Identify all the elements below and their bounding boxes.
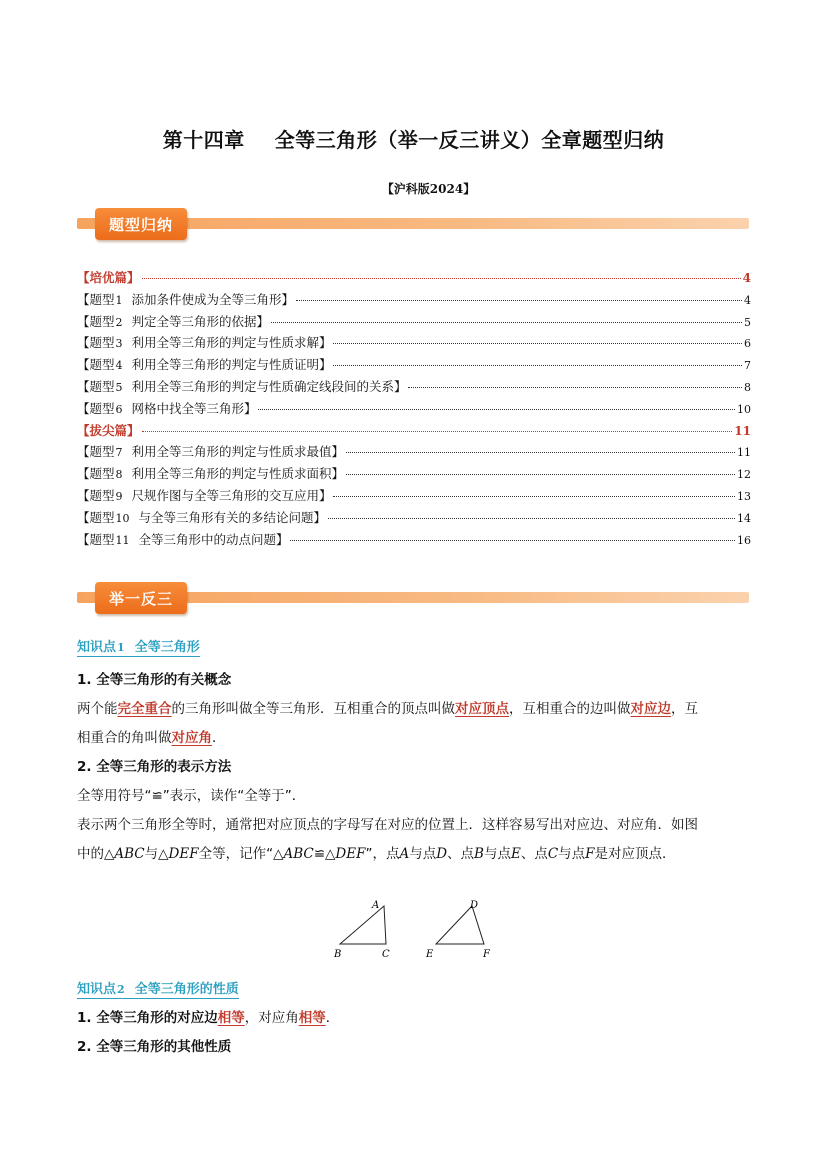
toc-prefix: 【题型 xyxy=(77,400,115,416)
toc-leader xyxy=(408,387,742,388)
kp-title: 全等三角形 xyxy=(134,640,200,655)
toc-number: 3 xyxy=(115,337,123,351)
paragraph-line xyxy=(77,724,757,753)
text: ． xyxy=(325,1010,340,1026)
triangle-abc xyxy=(340,906,386,944)
toc-title: 与全等三角形有关的多结论问题】 xyxy=(138,509,326,525)
toc-item[interactable] xyxy=(77,442,751,464)
toc-page-number: 7 xyxy=(744,359,751,373)
toc-item[interactable] xyxy=(77,312,751,334)
paragraph-line: 全等用符号“≌”表示，读作“全等于”． xyxy=(77,788,306,804)
toc-prefix: 【题型 xyxy=(77,378,115,394)
toc-section[interactable] xyxy=(77,421,751,443)
text: 1. 全等三角形的对应边 xyxy=(77,1010,218,1026)
toc-leader xyxy=(142,278,741,279)
toc-number: 1 xyxy=(115,293,123,307)
section-concepts xyxy=(77,666,757,869)
kp-prefix: 知识点 xyxy=(77,640,117,655)
toc-page-number: 12 xyxy=(737,468,751,482)
toc-title: 尺规作图与全等三角形的交互应用】 xyxy=(131,487,332,503)
toc-item[interactable] xyxy=(77,486,751,508)
toc-title: 添加条件使成为全等三角形】 xyxy=(131,291,294,307)
toc-label xyxy=(77,333,331,351)
vertex-label: C xyxy=(382,949,390,960)
congruent-triangles-figure xyxy=(326,896,506,966)
kp-number: 1 xyxy=(117,641,125,654)
toc-label xyxy=(77,290,294,308)
text: 相重合的角叫做 xyxy=(77,730,172,746)
toc-number: 6 xyxy=(115,402,123,416)
toc-leader xyxy=(346,474,735,475)
toc-title: 利用全等三角形的判定与性质求解】 xyxy=(131,335,332,351)
toc-prefix: 【题型 xyxy=(77,487,115,503)
toc-prefix: 【题型 xyxy=(77,357,115,373)
text: ，对应角 xyxy=(244,1010,299,1026)
toc-title: 判定全等三角形的依据】 xyxy=(131,313,269,329)
toc-page-number: 10 xyxy=(737,402,751,416)
table-of-contents xyxy=(77,268,751,551)
toc-title: 利用全等三角形的判定与性质求面积】 xyxy=(131,466,344,482)
highlight-term: 对应顶点 xyxy=(455,701,509,717)
highlight-term: 完全重合 xyxy=(117,701,172,717)
toc-title: 网格中找全等三角形】 xyxy=(131,400,257,416)
paragraph-line xyxy=(77,695,757,724)
toc-number: 4 xyxy=(115,359,123,373)
toc-number: 7 xyxy=(115,446,123,460)
triangle-def xyxy=(436,906,484,944)
toc-item[interactable] xyxy=(77,530,751,552)
vertex-label: A xyxy=(372,900,380,911)
toc-label xyxy=(77,399,256,417)
toc-leader xyxy=(258,409,735,410)
toc-leader xyxy=(290,540,735,541)
toc-page-number: 4 xyxy=(744,293,751,307)
toc-page-number: 16 xyxy=(737,533,751,547)
toc-leader xyxy=(142,431,733,432)
toc-item[interactable] xyxy=(77,290,751,312)
toc-item[interactable] xyxy=(77,508,751,530)
toc-prefix: 【题型 xyxy=(77,509,115,525)
toc-page-number: 11 xyxy=(737,446,751,460)
chapter-label: 第十四章 xyxy=(162,128,245,152)
toc-item[interactable] xyxy=(77,355,751,377)
toc-page-number: 5 xyxy=(744,315,751,329)
text: ，互 xyxy=(671,701,698,717)
text: 两个能 xyxy=(77,701,118,717)
toc-title: 利用全等三角形的判定与性质证明】 xyxy=(131,357,332,373)
vertex-label: E xyxy=(426,949,434,960)
edition-label: 【沪科版2024】 xyxy=(381,182,476,196)
toc-leader xyxy=(271,322,742,323)
toc-item[interactable] xyxy=(77,464,751,486)
toc-leader xyxy=(346,452,735,453)
toc-number: 2 xyxy=(115,315,123,329)
paragraph-line: 表示两个三角形全等时，通常把对应顶点的字母写在对应的位置上．这样容易写出对应边、对应角．如图 xyxy=(77,817,698,833)
toc-page-number: 6 xyxy=(744,337,751,351)
chapter-title: 全等三角形（举一反三讲义）全章题型归纳 xyxy=(274,128,665,152)
kp-number: 2 xyxy=(117,983,125,996)
toc-prefix: 【题型 xyxy=(77,335,115,351)
paragraph-line: 中的△ABC与△DEF全等，记作“△ABC≌△DEF”，点A与点D、点B与点E、点C与点F是对应顶点． xyxy=(77,846,676,862)
document-title xyxy=(0,124,827,153)
toc-label xyxy=(77,355,331,373)
toc-page-number: 8 xyxy=(744,380,751,394)
toc-page-number: 14 xyxy=(737,511,751,525)
toc-section[interactable] xyxy=(77,268,751,290)
knowledge-point-1 xyxy=(77,636,200,657)
highlight-term: 相等 xyxy=(298,1010,326,1026)
toc-label xyxy=(77,508,326,526)
highlight-term: 相等 xyxy=(217,1010,245,1026)
toc-leader xyxy=(328,518,735,519)
vertex-label: D xyxy=(470,900,479,911)
toc-leader xyxy=(333,365,742,366)
toc-number: 9 xyxy=(115,489,123,503)
banner-practice xyxy=(77,582,749,616)
section-properties xyxy=(77,1004,757,1062)
toc-label xyxy=(77,486,331,504)
paragraph-line xyxy=(77,1004,757,1033)
toc-label: 【培优篇】 xyxy=(77,270,140,285)
toc-title: 利用全等三角形的判定与性质确定线段间的关系】 xyxy=(131,378,407,394)
toc-prefix: 【题型 xyxy=(77,313,115,329)
toc-number: 10 xyxy=(115,511,130,525)
toc-leader xyxy=(333,343,742,344)
toc-prefix: 【题型 xyxy=(77,531,115,547)
toc-leader xyxy=(333,496,735,497)
toc-item[interactable] xyxy=(77,399,751,421)
toc-label xyxy=(77,530,288,548)
toc-title: 全等三角形中的动点问题】 xyxy=(138,531,289,547)
kp-title: 全等三角形的性质 xyxy=(134,982,239,997)
banner-tag: 题型归纳 xyxy=(95,208,187,240)
text: ． xyxy=(212,730,226,746)
banner-tag: 举一反三 xyxy=(95,582,187,614)
section-heading: 2. 全等三角形的表示方法 xyxy=(77,759,232,775)
highlight-term: 对应边 xyxy=(630,701,671,717)
toc-label xyxy=(77,464,344,482)
text: ，互相重合的边叫做 xyxy=(509,701,631,717)
toc-title: 利用全等三角形的判定与性质求最值】 xyxy=(131,444,344,460)
toc-label xyxy=(77,312,269,330)
section-heading: 2. 全等三角形的其他性质 xyxy=(77,1039,232,1055)
toc-label xyxy=(77,442,344,460)
toc-prefix: 【题型 xyxy=(77,444,115,460)
toc-prefix: 【题型 xyxy=(77,466,115,482)
toc-number: 11 xyxy=(115,533,130,547)
highlight-term: 对应角 xyxy=(171,730,212,746)
toc-page-number: 4 xyxy=(742,271,751,285)
text: 的三角形叫做全等三角形．互相重合的顶点叫做 xyxy=(171,701,455,717)
vertex-label: B xyxy=(334,949,342,960)
toc-label xyxy=(77,377,406,395)
toc-label: 【拔尖篇】 xyxy=(77,422,140,438)
toc-page-number: 11 xyxy=(734,423,751,438)
knowledge-point-2 xyxy=(77,978,239,999)
toc-number: 5 xyxy=(115,380,123,394)
banner-question-types xyxy=(77,208,749,242)
kp-prefix: 知识点 xyxy=(77,982,117,997)
vertex-label: F xyxy=(483,949,490,960)
toc-item[interactable] xyxy=(77,333,751,355)
section-heading: 1. 全等三角形的有关概念 xyxy=(77,672,232,688)
toc-page-number: 13 xyxy=(737,489,751,503)
toc-number: 8 xyxy=(115,468,123,482)
toc-prefix: 【题型 xyxy=(77,291,115,307)
toc-item[interactable] xyxy=(77,377,751,399)
toc-leader xyxy=(296,300,742,301)
